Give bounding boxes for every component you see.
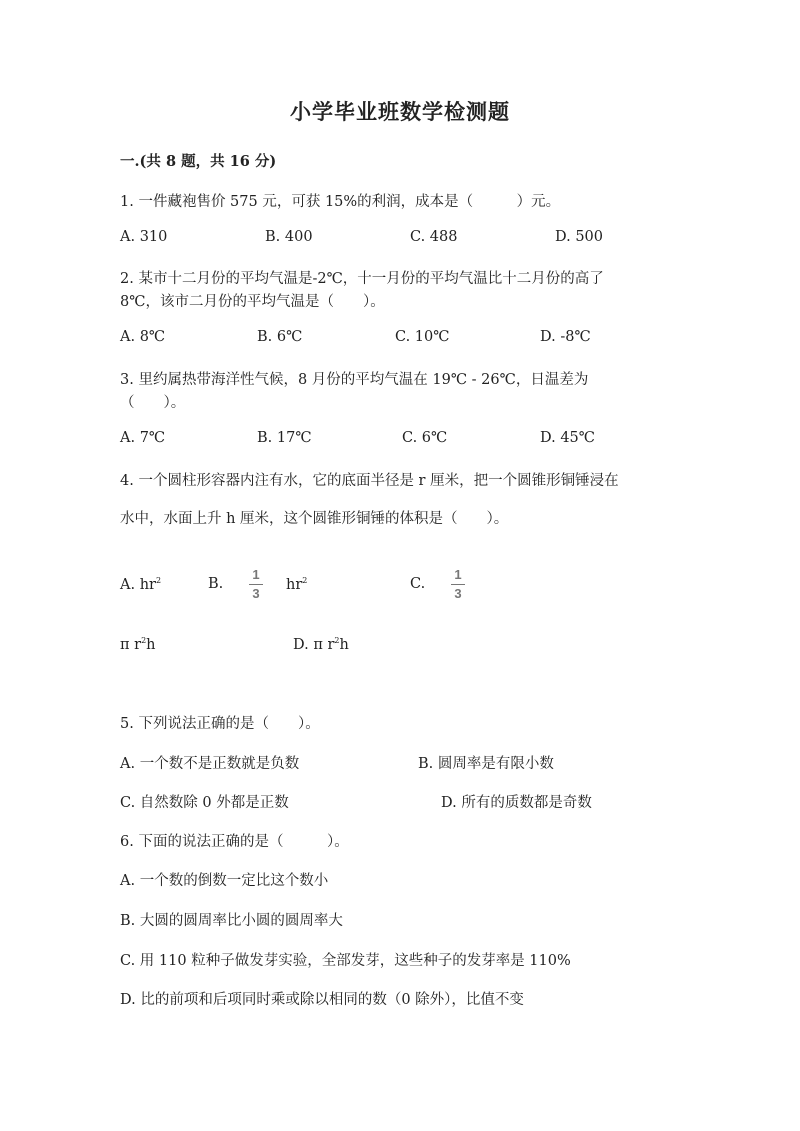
- fraction-numerator: 1: [454, 567, 462, 582]
- q4-option-c-expression: [120, 636, 156, 653]
- q4-option-a: [120, 576, 161, 593]
- section-heading: 一.(共 8 题，共 16 分): [120, 153, 277, 170]
- q4-option-b-fraction: [249, 568, 263, 601]
- exponent: 2: [302, 576, 308, 585]
- q5-option-d: D. 所有的质数都是奇数: [441, 795, 592, 811]
- question-4-stem-line1: 4. 一个圆柱形容器内注有水，它的底面半径是 r 厘米，把一个圆锥形铜锤浸在: [120, 473, 619, 489]
- fraction-denominator: 3: [252, 586, 260, 601]
- q6-option-a: A. 一个数的倒数一定比这个数小: [120, 873, 329, 889]
- q2-option-d: D. -8℃: [540, 329, 591, 345]
- question-3-stem-line2: （ ）。: [120, 395, 186, 411]
- q1-option-b: B. 400: [265, 229, 313, 245]
- q1-option-a: A. 310: [120, 229, 168, 245]
- q1-option-d: D. 500: [555, 229, 604, 245]
- q5-option-b: B. 圆周率是有限小数: [418, 756, 554, 772]
- q4-option-b-tail: hr: [286, 577, 303, 593]
- q4-option-c-tail: π r: [120, 637, 142, 653]
- fraction-numerator: 1: [252, 567, 260, 582]
- question-3-stem-line1: 3. 里约属热带海洋性气候，8 月份的平均气温在 19℃ - 26℃，日温差为: [120, 372, 589, 388]
- q5-option-c: C. 自然数除 0 外都是正数: [120, 795, 289, 811]
- question-5-stem: 5. 下列说法正确的是（ ）。: [120, 716, 320, 732]
- q6-option-b: B. 大圆的圆周率比小圆的圆周率大: [120, 913, 343, 929]
- fraction-bar: [249, 584, 263, 585]
- q4-option-b-expression: [286, 576, 307, 593]
- exponent: 2: [141, 636, 147, 645]
- question-2-stem-line2: 8℃，该市二月份的平均气温是（ ）。: [120, 294, 385, 310]
- q3-option-c: C. 6℃: [402, 430, 448, 446]
- q4-option-d: [293, 636, 349, 653]
- q3-option-d: D. 45℃: [540, 430, 595, 446]
- q4-option-c-fraction: [451, 568, 465, 601]
- page-title: 小学毕业班数学检测题: [290, 99, 510, 124]
- q1-option-c: C. 488: [410, 229, 458, 245]
- q4-option-c-label: C.: [410, 576, 426, 592]
- q4-option-c-tail-end: h: [146, 637, 156, 653]
- exponent: 2: [334, 636, 340, 645]
- q2-option-a: A. 8℃: [120, 329, 166, 345]
- question-6-stem: 6. 下面的说法正确的是（ ）。: [120, 834, 349, 850]
- question-4-stem-line2: 水中，水面上升 h 厘米，这个圆锥形铜锤的体积是（ ）。: [120, 511, 509, 527]
- q3-option-a: A. 7℃: [120, 430, 166, 446]
- q4-option-d-end: h: [339, 637, 349, 653]
- q2-option-b: B. 6℃: [257, 329, 303, 345]
- q5-option-a: A. 一个数不是正数就是负数: [120, 756, 300, 772]
- exponent: 2: [155, 576, 162, 585]
- q4-option-d-label: D. π r: [293, 637, 335, 653]
- q3-option-b: B. 17℃: [257, 430, 312, 446]
- q6-option-d: D. 比的前项和后项同时乘或除以相同的数（0 除外），比值不变: [120, 992, 524, 1008]
- q2-option-c: C. 10℃: [395, 329, 450, 345]
- q4-option-a-label: A. hr: [120, 577, 156, 593]
- q4-option-b-label: B.: [208, 576, 224, 592]
- q6-option-c: C. 用 110 粒种子做发芽实验，全部发芽，这些种子的发芽率是 110%: [120, 953, 571, 969]
- question-1-stem: 1. 一件藏袍售价 575 元，可获 15%的利润，成本是（ ）元。: [120, 194, 561, 210]
- fraction-denominator: 3: [454, 586, 462, 601]
- fraction-bar: [451, 584, 465, 585]
- question-2-stem-line1: 2. 某市十二月份的平均气温是-2℃，十一月份的平均气温比十二月份的高了: [120, 271, 604, 287]
